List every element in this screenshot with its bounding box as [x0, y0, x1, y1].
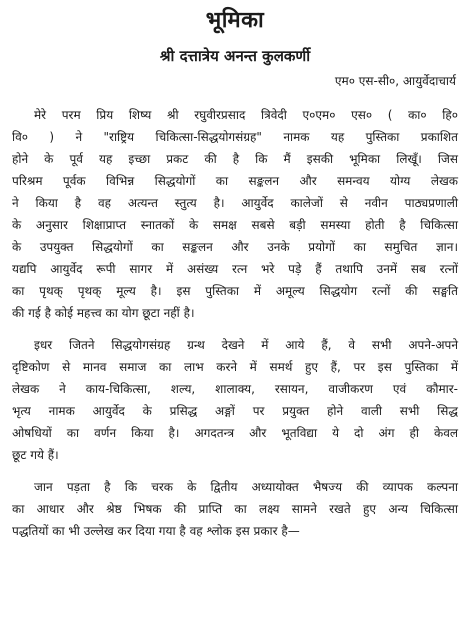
- text-line: लेखक ने काय-चिकित्सा, शल्य, शालाक्य, रसायन, वाजीकरण एवं कौमार-: [12, 382, 458, 396]
- text-line: का आधार और श्रेष्ठ भिषक की प्राप्ति का लक्ष्य सामने रखते हुए अन्य चिकित्सा: [12, 502, 458, 516]
- author-name: श्री दत्तात्रेय अनन्त कुलकर्णी: [159, 47, 311, 65]
- text-line: की गई है कोई महत्त्व का योग छूटा नहीं है।: [12, 306, 195, 320]
- text-line: यद्यपि आयुर्वेद रूपी सागर में असंख्य रत्न भरे पड़े हैं तथापि उनमें सब रत्नों: [12, 262, 458, 276]
- text-line: पद्धतियों का भी उल्लेख कर दिया गया है वह श्लोक इस प्रकार है—: [12, 524, 300, 538]
- paragraph-3: [12, 476, 458, 542]
- text-line: के उपयुक्त सिद्धयोगों का सङ्कलन और उनके प्रयोगों का समुचित ज्ञान।: [12, 240, 458, 254]
- author-degree: एम० एस-सी०, आयुर्वेदाचार्य: [334, 74, 456, 88]
- text-line: इधर जितने सिद्धयोगसंग्रह ग्रन्थ देखने में आये हैं, वे सभी अपने-अपने: [34, 338, 458, 352]
- text-line: ने किया है वह अत्यन्त स्तुत्य है। आयुर्वेद कालेजों से नवीन पाठ्यप्रणाली: [12, 196, 458, 210]
- paragraph-2: [12, 334, 458, 466]
- text-line: जान पड़ता है कि चरक के द्वितीय अध्यायोक्त भैषज्य की व्यापक कल्पना: [34, 480, 458, 494]
- text-line: परिश्रम पूर्वक विभिन्न सिद्धयोगों का सङ्कलन और समन्वय योग्य लेखक: [12, 174, 458, 188]
- text-line: मेरे परम प्रिय शिष्य श्री रघुवीरप्रसाद त्रिवेदी ए०एम० एस० ( का० हि०: [34, 108, 458, 122]
- text-line: दृष्टिकोण से मानव समाज का लाभ करने में समर्थ हुए हैं, पर इस पुस्तिका में: [12, 360, 458, 374]
- page-title: भूमिका: [205, 8, 265, 33]
- text-line: होने के पूर्व यह इच्छा प्रकट की है कि मैं इसकी भूमिका लिखूँ। जिस: [12, 152, 458, 166]
- paragraph-1: [12, 104, 458, 324]
- text-line: भृत्य नामक आयुर्वेद के प्रसिद्ध अङ्गों पर प्रयुक्त होने वाली सभी सिद्ध: [12, 404, 458, 418]
- text-line: ओषधियों का वर्णन किया है। अगदतन्त्र और भूतविद्या ये दो अंग ही केवल: [12, 426, 458, 440]
- text-line: का पृथक् पृथक् मूल्य है। इस पुस्तिका में अमूल्य सिद्धयोग रत्नों की सङ्घति: [12, 284, 458, 298]
- text-line: के अनुसार शिक्षाप्राप्त स्नातकों के समक्ष सबसे बड़ी समस्या होती है चिकित्सा: [12, 218, 458, 232]
- text-line: वि० ) ने "राष्ट्रिय चिकित्सा-सिद्धयोगसंग्रह" नामक यह पुस्तिका प्रकाशित: [12, 130, 458, 144]
- text-line: छूट गये हैं।: [12, 448, 59, 462]
